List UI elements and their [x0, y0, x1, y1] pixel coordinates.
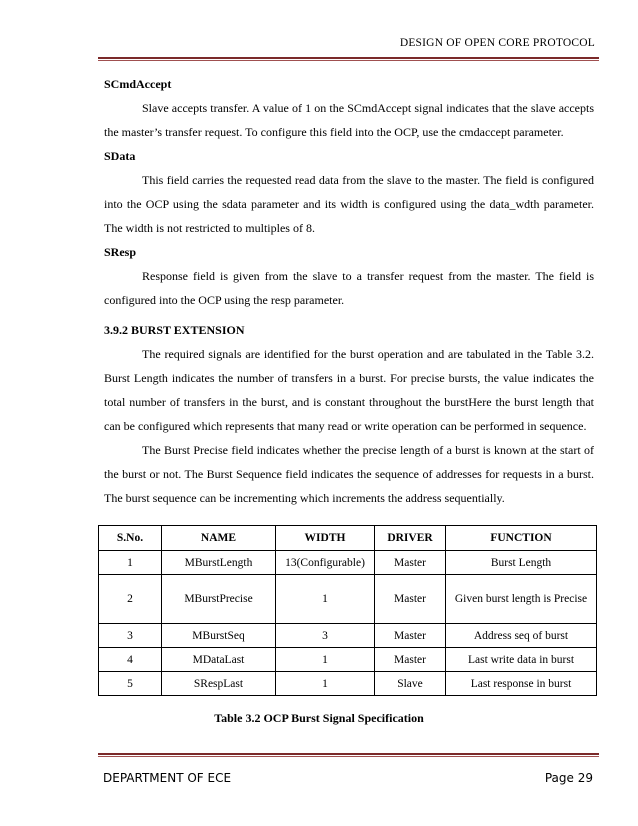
- header-rule-thin: [98, 60, 599, 61]
- table-cell: 3: [276, 624, 375, 648]
- column-header: NAME: [162, 526, 276, 551]
- table-cell: 2: [99, 575, 162, 624]
- burst-signal-table: [98, 525, 597, 696]
- burst-paragraph-2: The Burst Precise field indicates whether the precise length of a burst is known at the start of the burst or not. The Burst Sequence field indicates the sequence of addresses for requests in a burst. The burst sequence can be incrementing which increments the address sequentially.: [104, 443, 594, 505]
- table-header-row: [99, 526, 597, 551]
- footer-department: DEPARTMENT OF ECE: [103, 771, 232, 785]
- section-body-sdata: This field carries the requested read data from the slave to the master. The field is configured into the OCP using the sdata parameter and its width is configured using the data_wdth parameter. The width is not restricted to multiples of 8.: [104, 173, 594, 235]
- table-caption: Table 3.2 OCP Burst Signal Specification: [214, 711, 424, 725]
- burst-paragraph-1: The required signals are identified for the burst operation and are tabulated in the Table 3.2. Burst Length indicates the number of transfers in a burst. For precise bursts, the value indicates the total number of transfers in the burst, and is constant throughout the burstHere the burst length that can be configured which represents that many read or write operation can be performed in sequence.: [104, 347, 594, 433]
- table-cell: MBurstSeq: [162, 624, 276, 648]
- section-heading-sresp: SResp: [104, 245, 137, 259]
- table-cell: Slave: [375, 672, 446, 696]
- table-cell: 13(Configurable): [276, 551, 375, 575]
- table-cell: MBurstPrecise: [162, 575, 276, 624]
- table-row: [99, 648, 597, 672]
- table-row: [99, 575, 597, 624]
- footer-rule-thin: [98, 756, 599, 757]
- table-cell: 1: [276, 672, 375, 696]
- table-cell: 5: [99, 672, 162, 696]
- page-body: [104, 72, 594, 510]
- table-cell: 1: [99, 551, 162, 575]
- column-header: FUNCTION: [446, 526, 597, 551]
- table-cell: Burst Length: [446, 551, 597, 575]
- table-cell: MBurstLength: [162, 551, 276, 575]
- section-body-sresp: Response field is given from the slave to a transfer request from the master. The field is configured into the OCP using the resp parameter.: [104, 269, 594, 307]
- table-row: [99, 551, 597, 575]
- table-row: [99, 624, 597, 648]
- table-cell: Master: [375, 575, 446, 624]
- table-cell: 3: [99, 624, 162, 648]
- table-cell: 1: [276, 648, 375, 672]
- running-header: DESIGN OF OPEN CORE PROTOCOL: [399, 37, 595, 49]
- table-cell: Given burst length is Precise: [446, 575, 597, 624]
- table-cell: Master: [375, 551, 446, 575]
- section-heading-scmdaccept: SCmdAccept: [104, 77, 172, 91]
- table-row: [99, 672, 597, 696]
- section-body-scmdaccept: Slave accepts transfer. A value of 1 on the SCmdAccept signal indicates that the slave accepts the master’s transfer request. To configure this field into the OCP, use the cmdaccept parameter.: [104, 101, 594, 139]
- table-cell: 1: [276, 575, 375, 624]
- footer-rule: [98, 753, 599, 755]
- column-header: WIDTH: [276, 526, 375, 551]
- column-header: DRIVER: [375, 526, 446, 551]
- table-cell: Master: [375, 648, 446, 672]
- column-header: S.No.: [99, 526, 162, 551]
- header-rule: [98, 57, 599, 59]
- table-cell: Last write data in burst: [446, 648, 597, 672]
- table-cell: Address seq of burst: [446, 624, 597, 648]
- table-cell: SRespLast: [162, 672, 276, 696]
- table-cell: 4: [99, 648, 162, 672]
- table-cell: Last response in burst: [446, 672, 597, 696]
- subsection-heading-burst: 3.9.2 BURST EXTENSION: [104, 323, 245, 337]
- page-number: Page 29: [544, 771, 593, 785]
- table-cell: Master: [375, 624, 446, 648]
- table-cell: MDataLast: [162, 648, 276, 672]
- section-heading-sdata: SData: [104, 149, 136, 163]
